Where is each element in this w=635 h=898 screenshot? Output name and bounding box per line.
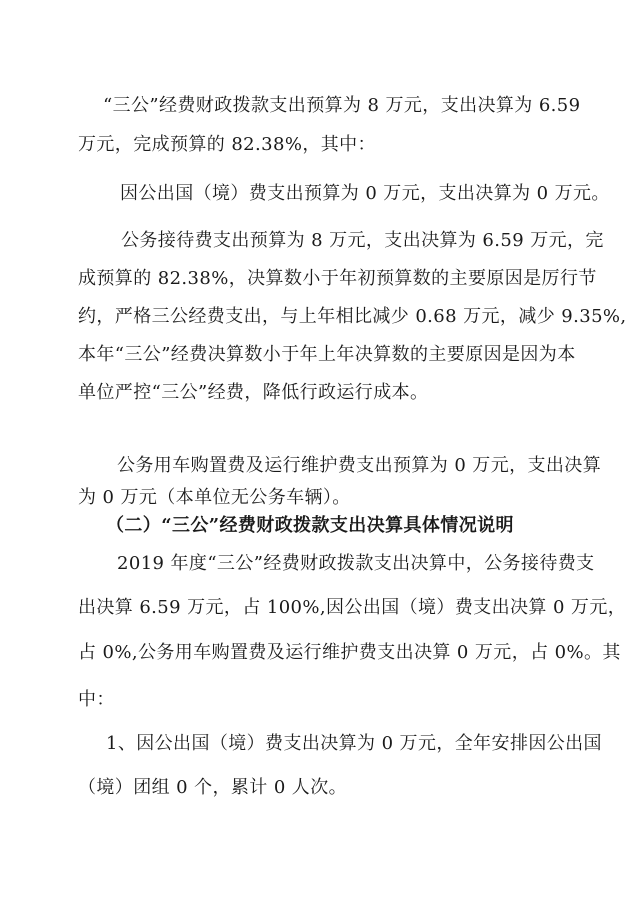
paragraph-line: （境）团组 0 个，累计 0 人次。 xyxy=(78,777,347,798)
paragraph-line: 本年“三公”经费决算数小于年上年决算数的主要原因是因为本 xyxy=(78,344,576,365)
paragraph-line: 公务接待费支出预算为 8 万元，支出决算为 6.59 万元，完 xyxy=(121,230,604,251)
paragraph-line: 中： xyxy=(78,689,115,710)
paragraph-line: 2019 年度“三公”经费财政拨款支出决算中，公务接待费支 xyxy=(117,553,595,574)
paragraph-line: 单位严控“三公”经费，降低行政运行成本。 xyxy=(78,382,429,403)
paragraph-line: 因公出国（境）费支出预算为 0 万元，支出决算为 0 万元。 xyxy=(120,183,610,204)
paragraph-line: 成预算的 82.38%，决算数小于年初预算数的主要原因是厉行节 xyxy=(78,268,597,289)
paragraph-line: 占 0%,公务用车购置费及运行维护费支出决算 0 万元，占 0%。其 xyxy=(78,642,621,663)
section-heading: （二）“三公”经费财政拨款支出决算具体情况说明 xyxy=(106,515,514,536)
paragraph-line: 约，严格三公经费支出，与上年相比减少 0.68 万元，减少 9.35%, xyxy=(78,306,627,327)
paragraph-line: 公务用车购置费及运行维护费支出预算为 0 万元，支出决算 xyxy=(117,455,602,476)
paragraph-line: 出决算 6.59 万元，占 100%,因公出国（境）费支出决算 0 万元， xyxy=(78,597,627,618)
paragraph-line: “三公”经费财政拨款支出预算为 8 万元，支出决算为 6.59 xyxy=(103,95,581,116)
paragraph-line: 为 0 万元（本单位无公务车辆）。 xyxy=(78,487,351,508)
paragraph-line: 1、因公出国（境）费支出决算为 0 万元，全年安排因公出国 xyxy=(106,733,602,754)
paragraph-line: 万元，完成预算的 82.38%，其中： xyxy=(78,134,376,155)
